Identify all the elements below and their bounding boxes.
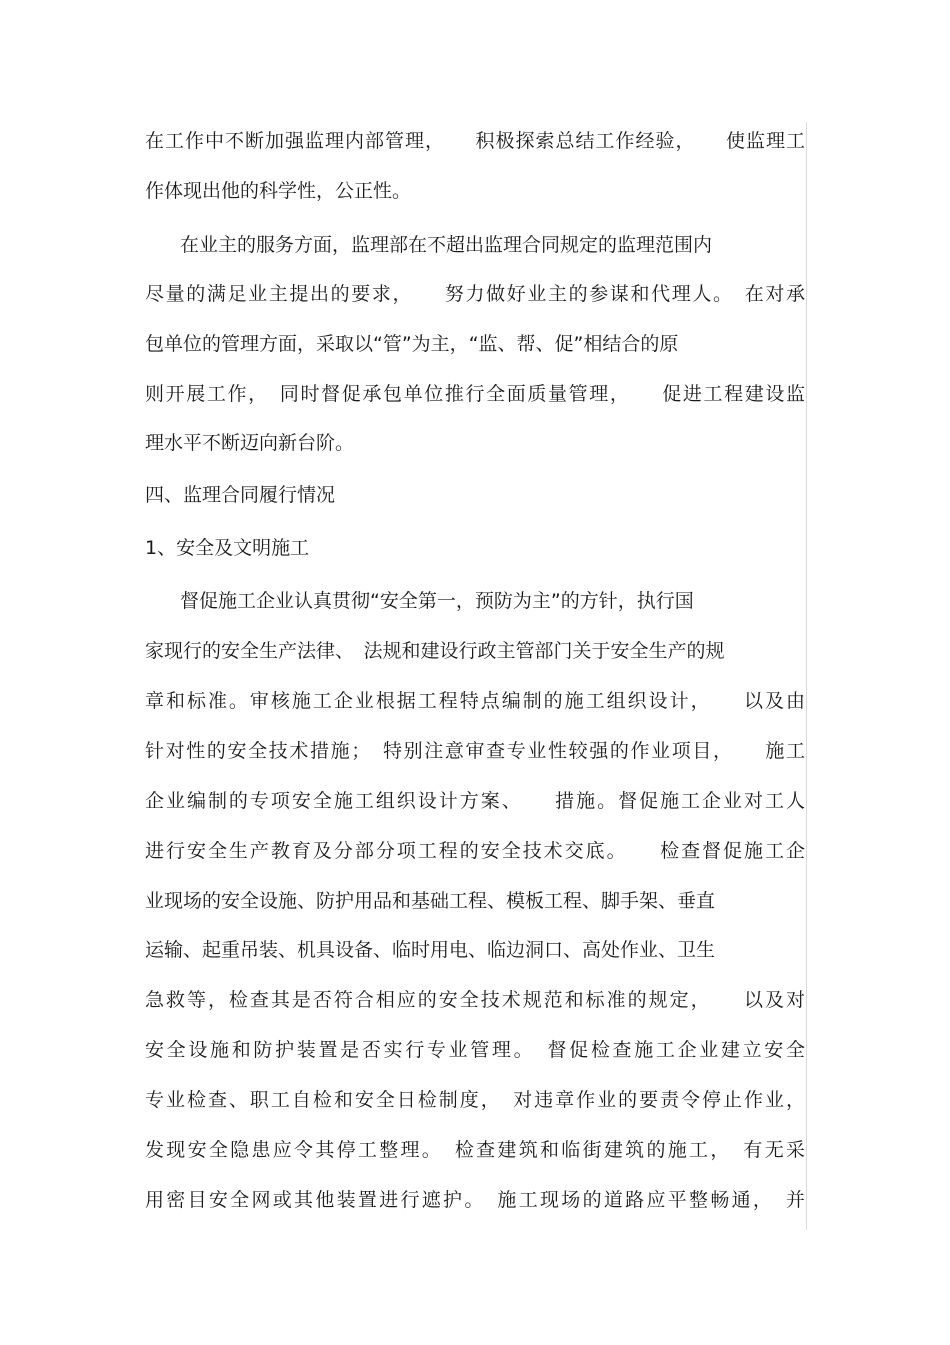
text-line: 进行安全生产教育及分部分项工程的安全技术交底。 检查督促施工企 (145, 840, 805, 862)
text-line: 用密目安全网或其他装置进行遮护。 施工现场的道路应平整畅通， 并 (145, 1189, 805, 1211)
page-border-line (806, 122, 807, 1230)
text-line: 发现安全隐患应令其停工整理。 检查建筑和临街建筑的施工， 有无采 (145, 1139, 805, 1161)
text-line: 针对性的安全技术措施； 特别注意审查专业性较强的作业项目， 施工 (145, 740, 805, 762)
text-line: 业现场的安全设施、防护用品和基础工程、模板工程、脚手架、垂直 (145, 890, 716, 912)
text-line: 在业主的服务方面，监理部在不超出监理合同规定的监理范围内 (180, 234, 713, 256)
text-line: 运输、起重吊装、机具设备、临时用电、临边洞口、高处作业、卫生 (145, 939, 716, 961)
text-line: 安全设施和防护装置是否实行专业管理。 督促检查施工企业建立安全 (145, 1039, 805, 1061)
section-heading: 四、监理合同履行情况 (145, 484, 336, 506)
text-line: 则开展工作， 同时督促承包单位推行全面质量管理， 促进工程建设监 (145, 383, 805, 405)
text-line: 督促施工企业认真贯彻“安全第一，预防为主”的方针，执行国 (180, 590, 694, 612)
text-line: 尽量的满足业主提出的要求， 努力做好业主的参谋和代理人。 在对承 (145, 283, 805, 305)
text-line: 急救等，检查其是否符合相应的安全技术规范和标准的规定， 以及对 (145, 989, 805, 1011)
text-line: 作体现出他的科学性，公正性。 (145, 180, 412, 202)
text-line: 章和标准。审核施工企业根据工程特点编制的施工组织设计， 以及由 (145, 690, 805, 712)
subsection-heading: 1、安全及文明施工 (145, 537, 310, 559)
text-line: 在工作中不断加强监理内部管理， 积极探索总结工作经验， 使监理工 (145, 130, 805, 152)
text-line: 理水平不断迈向新台阶。 (145, 432, 355, 454)
text-line: 包单位的管理方面，采取以“管”为主，“监、帮、促”相结合的原 (145, 333, 679, 355)
text-line: 专业检查、职工自检和安全日检制度， 对违章作业的要责令停止作业， (145, 1089, 805, 1111)
text-line: 企业编制的专项安全施工组织设计方案、 措施。督促施工企业对工人 (145, 790, 805, 812)
text-line: 家现行的安全生产法律、 法规和建设行政主管部门关于安全生产的规 (145, 640, 725, 662)
